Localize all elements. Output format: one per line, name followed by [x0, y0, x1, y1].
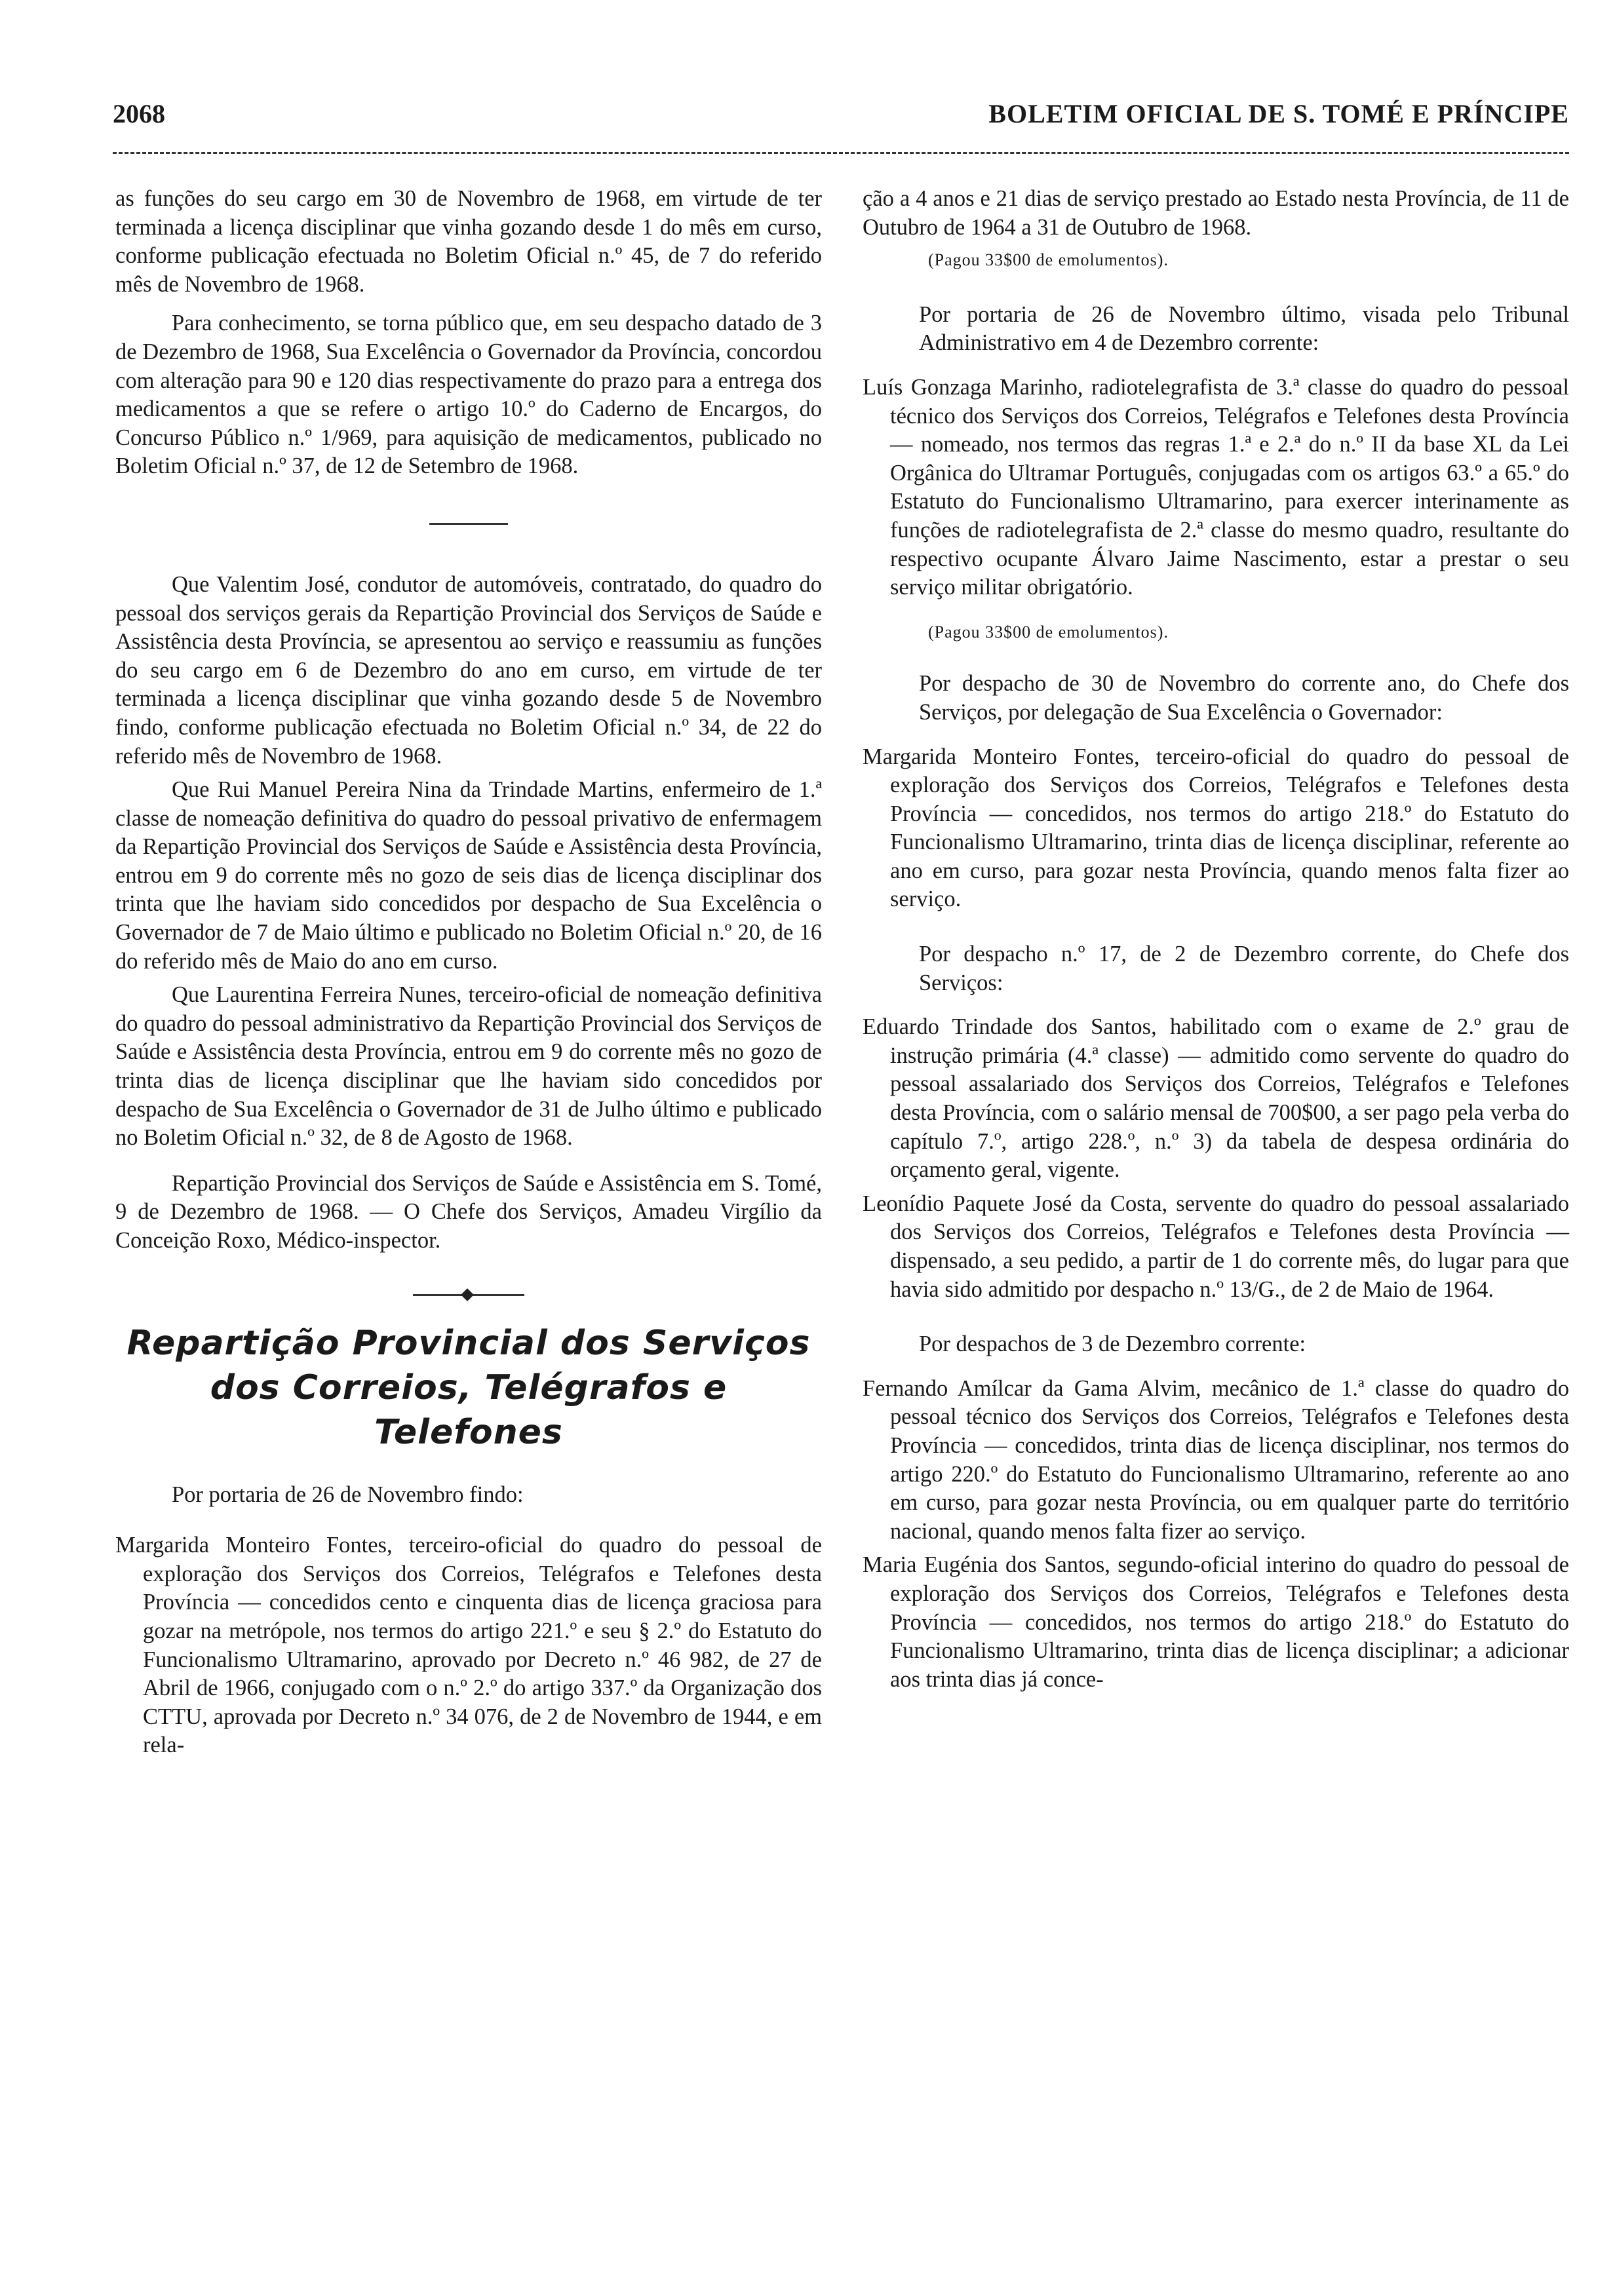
dispatch-intro: Por despachos de 3 de Dezembro corrente: — [919, 1331, 1306, 1357]
dispatch-entry: Leonídio Paquete José da Costa, servente do quadro do pessoal assalariado dos Serviços dos Correios, Telégrafos e Telefones desta Província — dispensado, a seu pedido, a partir de 1 do corrente mês, do lugar para que havia sido admitido por despacho n.º 13/G., de 2 de Maio de 1964. — [863, 1191, 1569, 1302]
paragraph: ção a 4 anos e 21 dias de serviço prestado ao Estado nesta Província, de 11 de Outubro de 1964 a 31 de Outubro de 1968. — [863, 186, 1569, 240]
dispatch-intro: Por despacho de 30 de Novembro do corrente ano, do Chefe dos Serviços, por delegação de Sua Excelência o Governador: — [919, 671, 1569, 725]
fee-note: (Pagou 33$00 de emolumentos). — [928, 622, 1169, 641]
dispatch-entry: Fernando Amílcar da Gama Alvim, mecânico de 1.ª classe do quadro do pessoal técnico dos Serviços dos Correios, Telégrafos e Telefones desta Província — concedidos, trinta dias de licença disciplinar, nos termos do artigo 220.º do Estatuto do Funcionalismo Ultramarino, referente ao ano em curso, para gozar nesta Província, ou em qualquer parte do território nacional, quando menos falta fizer ao serviço. — [863, 1375, 1569, 1544]
page-number: 2068 — [113, 99, 165, 128]
dispatch-entry: Margarida Monteiro Fontes, terceiro-oficial do quadro do pessoal de exploração dos Serviços dos Correios, Telégrafos e Telefones desta Província — concedidos, nos termos do artigo 218.º do Estatuto do Funcionalismo Ultramarino, trinta dias de licença disciplinar, referente ao ano em curso, para gozar nesta Província, quando menos falta fizer ao serviço. — [863, 744, 1569, 912]
right-column — [863, 185, 1569, 1694]
paragraph: as funções do seu cargo em 30 de Novembro de 1968, em virtude de ter terminada a licença disciplinar que vinha gozando desde 1 do mês em curso, conforme publicação efectuada no Boletim Oficial n.º 45, de 7 do referido mês de Novembro de 1968. — [115, 186, 822, 297]
section-title-line-2: dos Correios, Telégrafos e Telefones — [210, 1368, 728, 1452]
diamond-divider — [413, 1288, 524, 1301]
dispatch-intro: Por portaria de 26 de Novembro último, visada pelo Tribunal Administrativo em 4 de Dezembro corrente: — [919, 301, 1569, 356]
section-title — [115, 1321, 822, 1455]
paragraph: Que Laurentina Ferreira Nunes, terceiro-oficial de nomeação definitiva do quadro do pessoal administrativo da Repartição Provincial dos Serviços de Saúde e Assistência desta Província, entrou em 9 do corrente mês no gozo de trinta dias de licença disciplinar que lhe haviam sido concedidos por despacho de Sua Excelência o Governador de 31 de Julho último e publicado no Boletim Oficial n.º 32, de 8 de Agosto de 1968. — [115, 982, 822, 1151]
dispatch-entry: Eduardo Trindade dos Santos, habilitado com o exame de 2.º grau de instrução primária (4.ª classe) — admitido como servente do quadro do pessoal assalariado dos Serviços dos Correios, Telégrafos e Telefones desta Província, com o salário mensal de 700$00, a ser pago pela verba do capítulo 7.º, artigo 228.º, n.º 3) da tabela de despesa ordinária do orçamento geral, vigente. — [863, 1014, 1569, 1183]
section-title-line-1: Repartição Provincial dos Serviços — [126, 1323, 811, 1363]
running-title: BOLETIM OFICIAL DE S. TOMÉ E PRÍNCIPE — [988, 99, 1569, 128]
paragraph: Que Valentim José, condutor de automóveis, contratado, do quadro do pessoal dos serviços gerais da Repartição Provincial dos Serviços de Saúde e Assistência desta Província, se apresentou ao serviço e reassumiu as funções do seu cargo em 6 de Dezembro do ano em curso, em virtude de ter terminada a licença disciplinar que vinha gozando desde 5 de Novembro findo, conforme publicação efectuada no Boletim Oficial n.º 34, de 22 do referido mês de Novembro de 1968. — [115, 571, 822, 769]
paragraph: Para conhecimento, se torna público que, em seu despacho datado de 3 de Dezembro de 1968, Sua Excelência o Governador da Província, concordou com alteração para 90 e 120 dias respectivamente do prazo para a entrega dos medicamentos a que se refere o artigo 10.º do Caderno de Encargos, do Concurso Público n.º 1/969, para aquisição de medicamentos, publicado no Boletim Oficial n.º 37, de 12 de Setembro de 1968. — [115, 311, 822, 479]
dispatch-entry: Luís Gonzaga Marinho, radiotelegrafista de 3.ª classe do quadro do pessoal técnico dos Serviços dos Correios, Telégrafos e Telefones desta Província — nomeado, nos termos das regras 1.ª e 2.ª do n.º II da base XL da Lei Orgânica do Ultramar Português, conjugadas com os artigos 63.º a 65.º do Estatuto do Funcionalismo Ultramarino, para exercer interinamente as funções de radiotelegrafista de 2.ª classe do mesmo quadro, resultante do respectivo ocupante Álvaro Jaime Nascimento, estar a prestar o seu serviço militar obrigatório. — [863, 374, 1569, 600]
dispatch-entry: Maria Eugénia dos Santos, segundo-oficial interino do quadro do pessoal de exploração dos Serviços dos Correios, Telégrafos e Telefones desta Província — concedidos, nos termos do artigo 218.º do Estatuto do Funcionalismo Ultramarino, trinta dias de licença disciplinar; a adicionar aos trinta dias já conce- — [863, 1552, 1569, 1692]
dispatch-intro: Por despacho n.º 17, de 2 de Dezembro corrente, do Chefe dos Serviços: — [919, 942, 1569, 995]
dispatch-entry: Margarida Monteiro Fontes, terceiro-oficial do quadro do pessoal de exploração dos Serviços dos Correios, Telégrafos e Telefones desta Província — concedidos cento e cinquenta dias de licença graciosa para gozar na metrópole, nos termos do artigo 221.º e seu § 2.º do Estatuto do Funcionalismo Ultramarino, aprovado por Decreto n.º 46 982, de 27 de Abril de 1966, conjugado com o n.º 2.º do artigo 337.º da Organização dos CTTU, aprovada por Decreto n.º 34 076, de 2 de Novembro de 1944, e em rela- — [115, 1533, 822, 1758]
paragraph: Que Rui Manuel Pereira Nina da Trindade Martins, enfermeiro de 1.ª classe de nomeação definitiva do quadro do pessoal privativo de enfermagem da Repartição Provincial dos Serviços de Saúde e Assistência desta Província, entrou em 9 do corrente mês no gozo de seis dias de licença disciplinar dos trinta que lhe haviam sido concedidos por despacho de Sua Excelência o Governador de 7 de Maio último e publicado no Boletim Oficial n.º 20, de 16 do referido mês de Maio do ano em curso. — [115, 777, 822, 974]
header-divider — [113, 152, 1569, 154]
signature-paragraph: Repartição Provincial dos Serviços de Saúde e Assistência em S. Tomé, 9 de Dezembro de 1968. — O Chefe dos Serviços, Amadeu Virgílio da Conceição Roxo, Médico-inspector. — [115, 1170, 822, 1253]
dispatch-intro: Por portaria de 26 de Novembro findo: — [172, 1482, 524, 1507]
fee-note: (Pagou 33$00 de emolumentos). — [928, 250, 1169, 270]
left-column — [115, 185, 822, 1760]
page-header — [113, 98, 1569, 144]
